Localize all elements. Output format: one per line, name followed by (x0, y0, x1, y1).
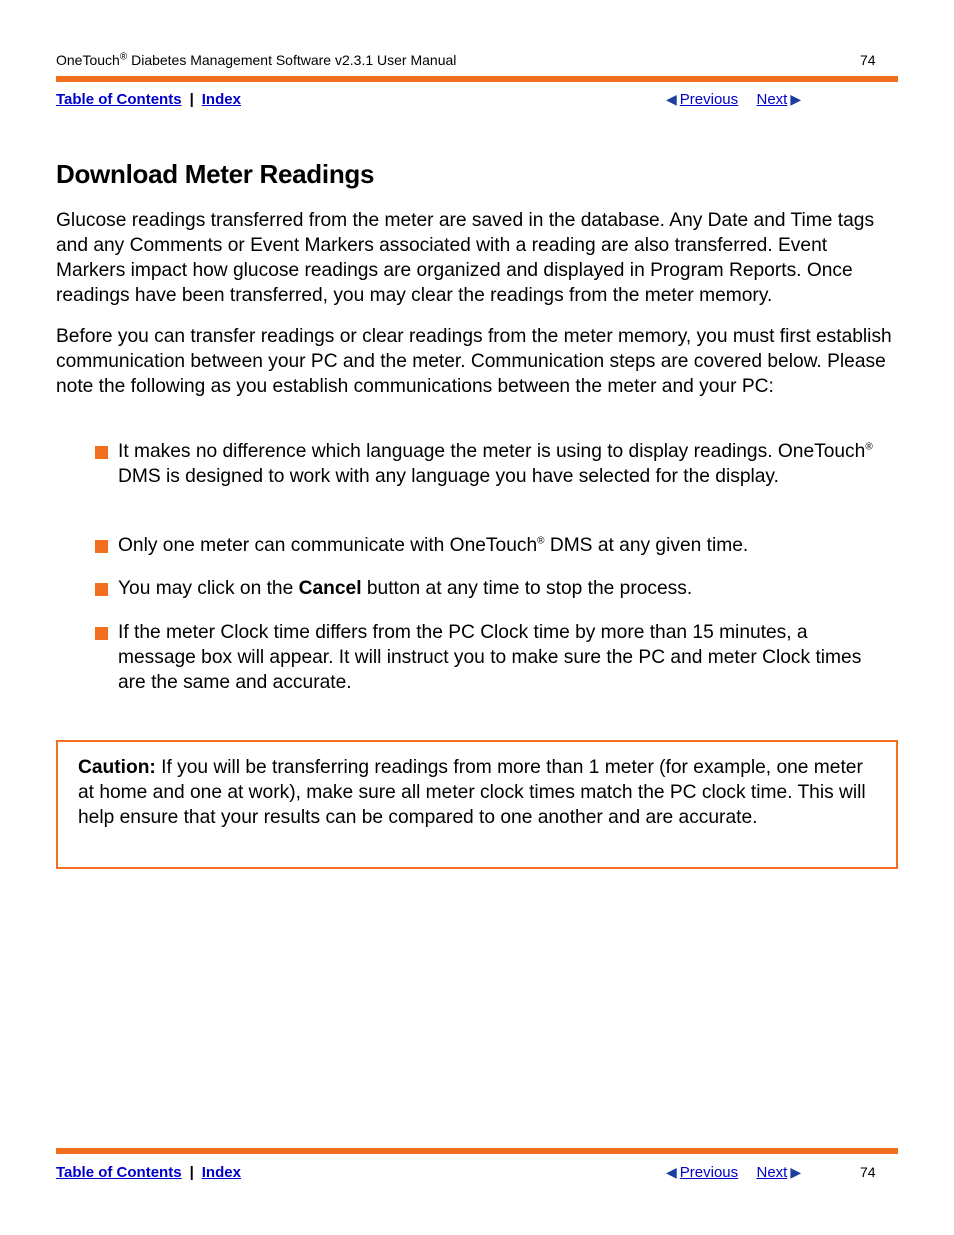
index-link[interactable]: Index (201, 1164, 241, 1181)
header-divider (56, 76, 898, 82)
next-link[interactable]: Next (756, 1164, 788, 1181)
bullet-text: DMS is designed to work with any language you have selected for the display. (118, 466, 779, 487)
bullet-text: If the meter Clock time differs from the PC Clock time by more than 15 minutes, a message box will appear. It will instruct you to make sure the PC and meter Clock times are the same and accurate. (118, 622, 862, 693)
top-nav-links (56, 91, 241, 108)
bullet-text: You may click on the (118, 578, 299, 599)
cancel-button-reference: Cancel (298, 578, 362, 599)
previous-link[interactable]: Previous (679, 91, 739, 108)
footer-divider (56, 1148, 898, 1154)
next-link[interactable]: Next (756, 91, 788, 108)
header-title-rest: Diabetes Management Software v2.3.1 User Manual (127, 52, 457, 68)
registered-mark: ® (537, 535, 545, 547)
previous-arrow-icon[interactable]: ◀ (666, 91, 677, 107)
list-item (95, 439, 885, 489)
next-arrow-icon[interactable]: ▶ (790, 1164, 802, 1180)
index-link[interactable]: Index (201, 91, 241, 108)
nav-separator: | (189, 91, 194, 108)
nav-separator: | (189, 1164, 194, 1181)
caution-text (78, 755, 878, 830)
page-title: Download Meter Readings (56, 159, 375, 189)
bullet-square-icon (95, 540, 108, 553)
bullet-square-icon (95, 583, 108, 596)
paragraph-intro: Glucose readings transferred from the meter are saved in the database. Any Date and Time tags and any Comments or Event Markers associated with a reading are also transferred. Event Markers impact how glucose readings are organized and displayed in Program Reports. Once readings have been transferred, you may clear the readings from the meter memory. (56, 210, 875, 306)
document-header-title (56, 52, 456, 68)
header-title-brand: OneTouch (56, 52, 120, 68)
paragraph-communication: Before you can transfer readings or clear readings from the meter memory, you must first establish communication between your PC and the meter. Communication steps are covered below. Please note the following as you establish communications between the meter and your PC: (56, 326, 892, 397)
previous-arrow-icon[interactable]: ◀ (666, 1164, 677, 1180)
caution-box (56, 740, 898, 869)
table-of-contents-link[interactable]: Table of Contents (56, 1164, 182, 1181)
list-item (95, 533, 885, 558)
bullet-text: Only one meter can communicate with OneTouch (118, 535, 538, 556)
bullet-square-icon (95, 446, 108, 459)
bottom-previous-next (666, 1164, 801, 1181)
bullet-text: button at any time to stop the process. (361, 578, 693, 599)
caution-label: Caution: (78, 757, 156, 778)
next-arrow-icon[interactable]: ▶ (790, 91, 802, 107)
footer-page-number: 74 (860, 1164, 876, 1180)
previous-link[interactable]: Previous (679, 1164, 739, 1181)
bottom-nav-links (56, 1164, 241, 1181)
bullet-text: It makes no difference which language the meter is using to display readings. OneTouch (118, 441, 866, 462)
registered-mark: ® (865, 441, 873, 453)
header-page-number: 74 (860, 52, 876, 68)
bullet-text: DMS at any given time. (544, 535, 749, 556)
registered-mark: ® (119, 51, 128, 63)
caution-body: If you will be transferring readings from more than 1 meter (for example, one meter at home and one at work), make sure all meter clock times match the PC clock time. This will help ensure that your results can be compared to one another and are accurate. (78, 757, 866, 828)
list-item (95, 576, 885, 601)
list-item (95, 620, 885, 695)
table-of-contents-link[interactable]: Table of Contents (56, 91, 182, 108)
top-previous-next (666, 91, 801, 108)
bullet-square-icon (95, 627, 108, 640)
